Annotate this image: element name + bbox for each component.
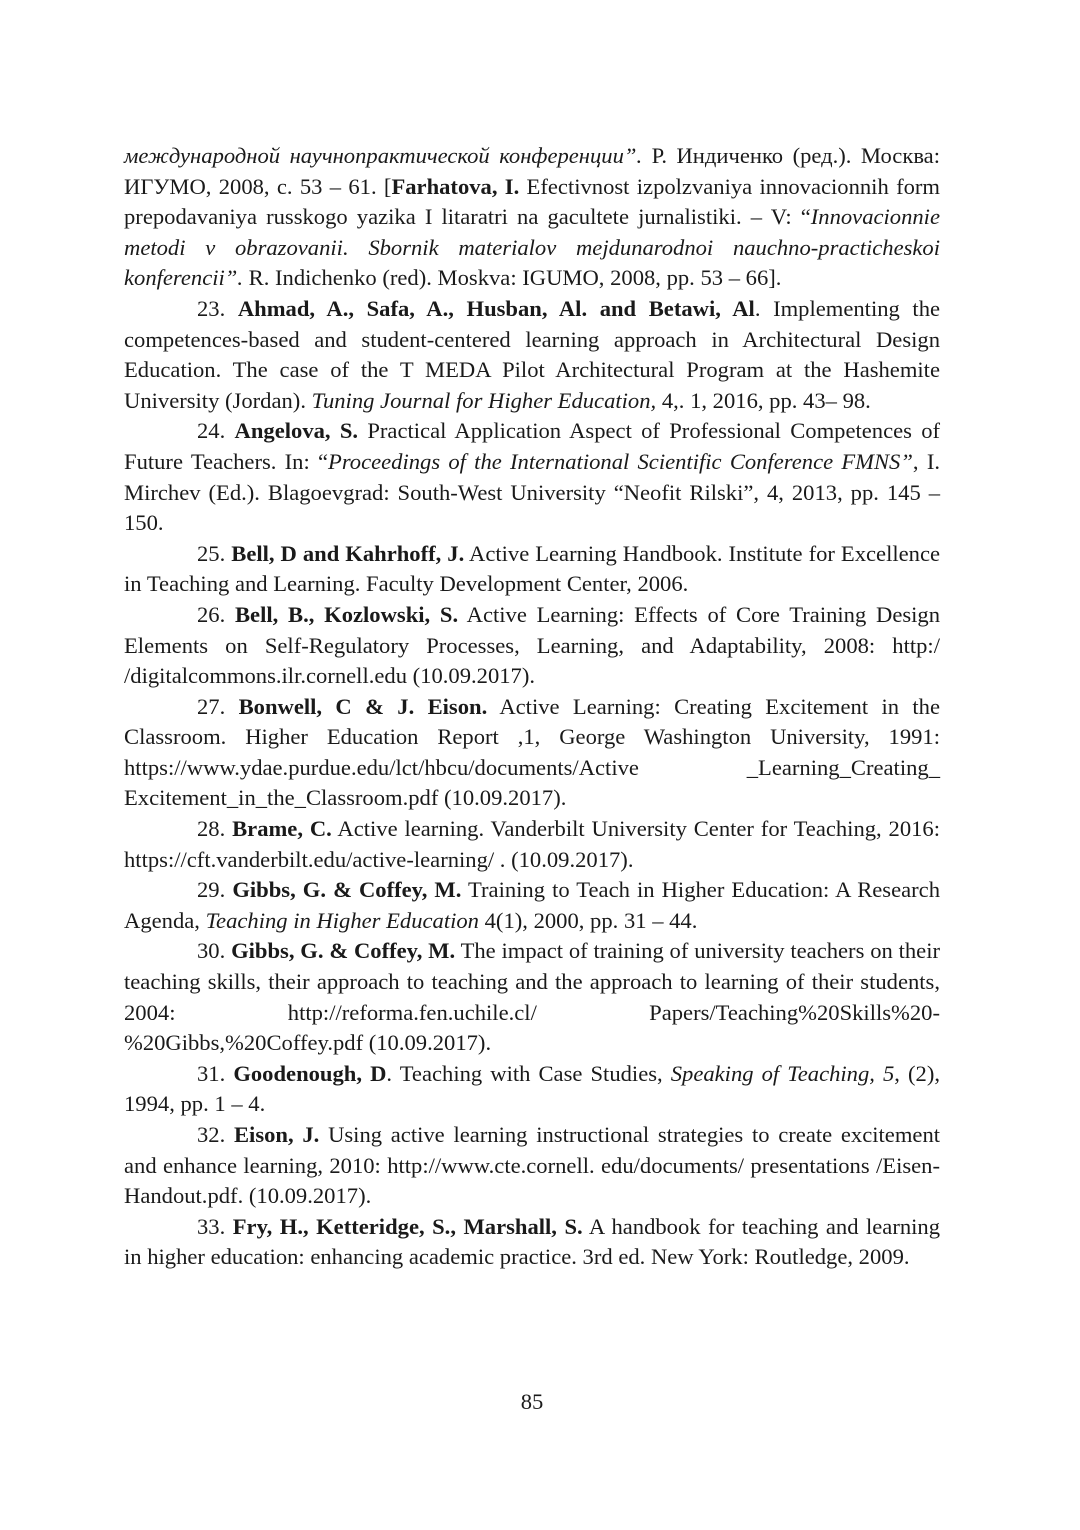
reference-text: . Teaching with Case Studies, [386, 1060, 671, 1086]
reference-text: 4(1), 2000, pp. 31 – 44. [478, 907, 698, 933]
conference-title-russian: международной научнопрактической конференции”. [124, 143, 643, 168]
reference-source-title: Teaching in Higher Education [205, 907, 479, 933]
reference-number: 24. [197, 418, 235, 444]
reference-entry [124, 1212, 940, 1273]
reference-number: 26. [197, 601, 235, 627]
reference-entry [124, 875, 940, 936]
reference-list [124, 141, 940, 1273]
reference-source-title: Tuning Journal for Higher Education, [311, 387, 657, 413]
reference-authors: Fry, H., Ketteridge, S., Marshall, S. [232, 1213, 583, 1239]
reference-number: 29. [197, 877, 233, 903]
reference-text: . Implementing the competences-based and student-centered learning approach in Architectural Design Education. The case of the T MEDA Pilot Architectural Program at the Hashemite University (Jordan). [124, 295, 941, 413]
reference-authors: Bonwell, C & J. Eison. [238, 693, 488, 719]
reference-text: Active Learning: Effects of Core Training Design Elements on Self-Regulatory Processes, Learning, and Adaptability, 2008: http:/ /digitalcommons.ilr.cornell.edu (10.09.2017). [124, 601, 941, 689]
reference-authors: Bell, B., Kozlowski, S. [234, 601, 459, 627]
reference-entry [124, 692, 940, 814]
reference-text: Training to Teach in Higher Education: A Research Agenda, [124, 877, 941, 933]
reference-number: 23. [197, 295, 238, 321]
reference-text: , (2), 1994, pp. 1 – 4. [124, 1060, 941, 1117]
reference-text: Active Learning: Creating Excitement in the Classroom. Higher Education Report ,1, George Washington University, 1991: https://www.ydae.purdue.edu/lct/hbcu/documents/Active _Learning_Creating_ Excitement_in_the_Classroom.pdf (10.09.2017). [124, 693, 940, 811]
reference-entry [124, 416, 940, 538]
reference-number: 25. [197, 540, 232, 566]
reference-text: The impact of training of university teachers on their teaching skills, their approach to teaching and the approach to learning of their students, 2004: http://reforma.fen.uchile.cl/ Papers/Teaching%20Skills%20-%20Gibbs,%20Coffey.pdf (10.09.2017). [124, 938, 941, 1056]
reference-authors: Bell, D and Kahrhoff, J. [231, 540, 465, 566]
reference-entry [124, 814, 940, 875]
reference-entry [124, 1059, 940, 1120]
reference-entry [124, 539, 940, 600]
reference-number: 30. [197, 938, 232, 964]
reference-number: 28. [197, 816, 233, 842]
reference-22-continuation [124, 141, 940, 294]
conference-title-transliterated: Innovacionnie metodi v obrazovanii. Sbornik materialov mejdunarodnoi nauchno-practicheskoi konferencii”. [124, 204, 940, 291]
reference-authors: Gibbs, G. & Coffey, M. [231, 938, 456, 964]
reference-source-title: Speaking of Teaching, 5 [670, 1060, 895, 1086]
reference-authors: Farhatova, I. [391, 173, 520, 199]
reference-text: 4,. 1, 2016, pp. 43– 98. [656, 387, 871, 413]
reference-text: Efectivnost izpolzvaniya innovacionnih form prepodavaniya russkogo yazika I litaratri na gacultete jurnalistiki. – V: “ [124, 173, 940, 230]
reference-authors: Angelova, S. [234, 418, 359, 444]
reference-text: Active Learning Handbook. Institute for Excellence in Teaching and Learning. Faculty Development Center, 2006. [124, 540, 941, 597]
reference-authors: Brame, C. [232, 816, 332, 842]
reference-entry [124, 294, 940, 416]
page-number: 85 [520, 1389, 544, 1414]
reference-text: Using active learning instructional strategies to create excitement and enhance learning, 2010: http://www.cte.cornell. edu/documents/ presentations /Eisen-Handout.pdf. (10.09.2017). [124, 1122, 941, 1209]
reference-text: Practical Application Aspect of Professional Competences of Future Teachers. In: “ [124, 418, 941, 474]
reference-text: Active learning. Vanderbilt University Center for Teaching, 2016: https://cft.vanderbilt.edu/active-learning/ . (10.09.2017). [124, 816, 940, 872]
reference-text: R. Indichenko (red). Moskva: IGUMO, 2008, pp. 53 – 66]. [243, 265, 782, 291]
reference-text: A handbook for teaching and learning in higher education: enhancing academic practice. 3rd ed. New York: Routledge, 2009. [124, 1213, 941, 1270]
reference-authors: Goodenough, D [233, 1060, 387, 1086]
reference-number: 31. [197, 1060, 234, 1086]
reference-number: 32. [197, 1122, 234, 1147]
reference-text: Р. Индиченко (ред.). Москва: ИГУМО, 2008, с. 53 – 61. [ [124, 143, 940, 199]
reference-entry [124, 600, 940, 692]
reference-entry [124, 936, 940, 1058]
reference-entry [124, 1120, 940, 1212]
reference-authors: Gibbs, G. & Coffey, M. [232, 877, 462, 903]
reference-source-title: Proceedings of the International Scientific Conference FMNS” [328, 448, 913, 474]
reference-text: , I. Mirchev (Ed.). Blagoevgrad: South-West University “Neofit Rilski”, 4, 2013, pp. 145 – 150. [124, 448, 940, 536]
reference-authors: Ahmad, A., Safa, A., Husban, Al. and Betawi, Al [237, 295, 755, 321]
reference-number: 33. [197, 1213, 233, 1239]
reference-number: 27. [197, 693, 239, 719]
reference-authors: Eison, J. [233, 1122, 320, 1147]
